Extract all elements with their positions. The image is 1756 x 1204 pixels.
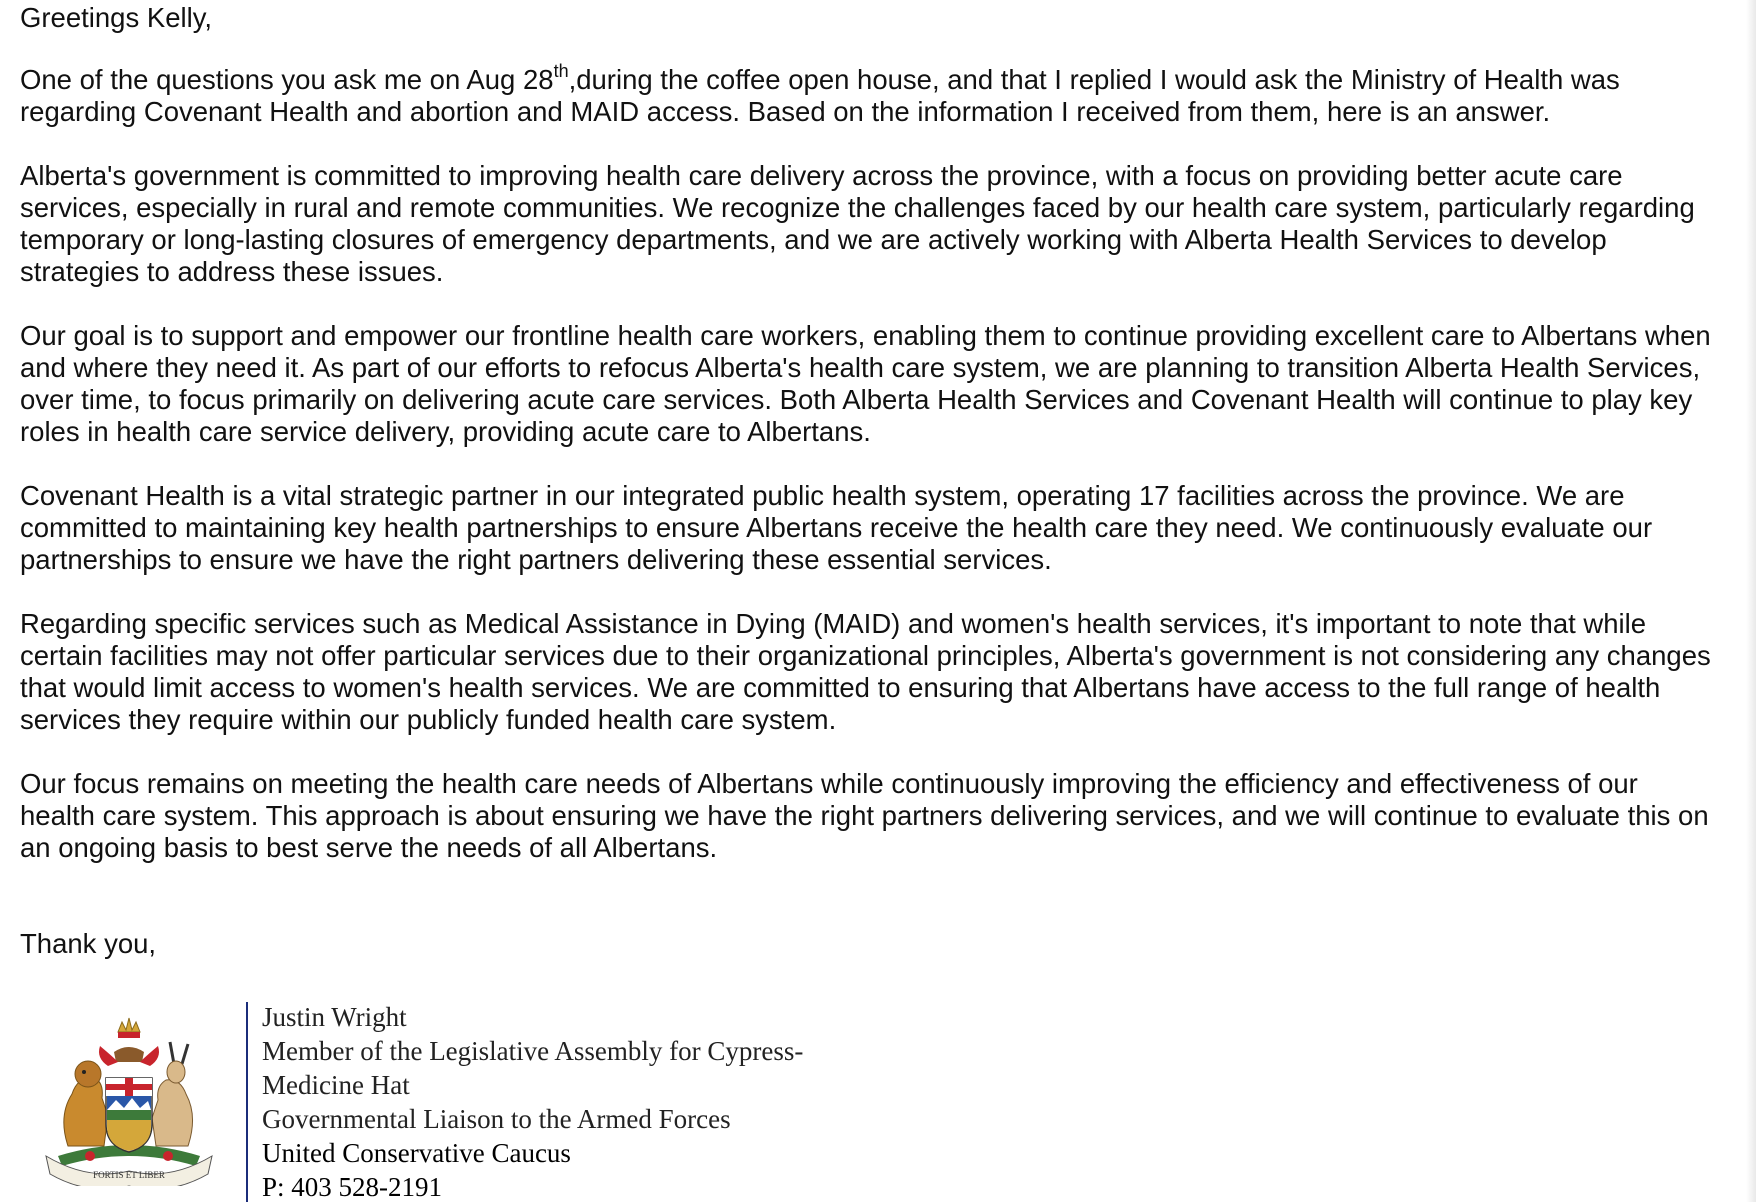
closing: Thank you,: [20, 928, 157, 959]
signature-name: Justin Wright: [262, 1002, 407, 1032]
body-paragraph-4: Regarding specific services such as Medical Assistance in Dying (MAID) and women's health services, it's important to note that while certain facilities may not offer particular services due to their organizational principles, Alberta's government is not considering any changes that would limit access to women's health services. We are committed to ensuring that Albertans have access to the full range of health services they require within our publicly funded health care system.: [20, 608, 1711, 735]
crest-motto: FORTIS ET LIBER: [93, 1170, 165, 1180]
signature-divider: [246, 1002, 248, 1202]
body-paragraph-3: Covenant Health is a vital strategic partner in our integrated public health system, operating 17 facilities across the province. We are committed to maintaining key health partnerships to ensure Albertans receive the health care they need. We continuously evaluate our partnerships to ensure we have the right partners delivering these essential services.: [20, 480, 1653, 575]
intro-superscript: th: [553, 60, 569, 81]
body-paragraph-2: Our goal is to support and empower our frontline health care workers, enabling them to continue providing excellent care to Albertans when and where they need it. As part of our efforts to refocus Alberta's health care system, we are planning to transition Alberta Health Services, over time, to focus primarily on delivering acute care services. Both Alberta Health Services and Covenant Health will continue to play key roles in health care service delivery, providing acute care to Albertans.: [20, 320, 1711, 447]
signature-role: Governmental Liaison to the Armed Forces: [262, 1104, 731, 1134]
greeting: Greetings Kelly,: [20, 2, 213, 33]
intro-text-end: ,during the coffee open house, and that I replied I would ask the Ministry of Health was regarding Covenant Health and abortion and MAID access. Based on the information I received from them, here is an answer.: [20, 64, 1620, 127]
intro-paragraph: [20, 60, 1720, 128]
signature-title-line-2: Medicine Hat: [262, 1070, 410, 1100]
signature-caucus: United Conservative Caucus: [262, 1138, 571, 1168]
signature-phone: P: 403 528-2191: [262, 1172, 443, 1202]
signature-text-block: [262, 1000, 803, 1204]
signature-title-line-1: Member of the Legislative Assembly for Cypress-: [262, 1036, 804, 1066]
body-paragraph-5: Our focus remains on meeting the health care needs of Albertans while continuously improving the efficiency and effectiveness of our health care system. This approach is about ensuring we have the right partners delivering services, and we will continue to evaluate this on an ongoing basis to best serve the needs of all Albertans.: [20, 768, 1709, 863]
alberta-coat-of-arms-icon: [38, 1006, 220, 1186]
email-body: [20, 0, 1720, 960]
body-paragraph-1: Alberta's government is committed to improving health care delivery across the province, with a focus on providing better acute care services, especially in rural and remote communities. We recognize the challenges faced by our health care system, particularly regarding temporary or long-lasting closures of emergency departments, and we are actively working with Alberta Health Services to develop strategies to address these issues.: [20, 160, 1695, 287]
email-signature: [20, 998, 920, 1202]
page-edge: [1746, 0, 1756, 1202]
intro-text-start: One of the questions you ask me on Aug 28: [20, 64, 554, 95]
